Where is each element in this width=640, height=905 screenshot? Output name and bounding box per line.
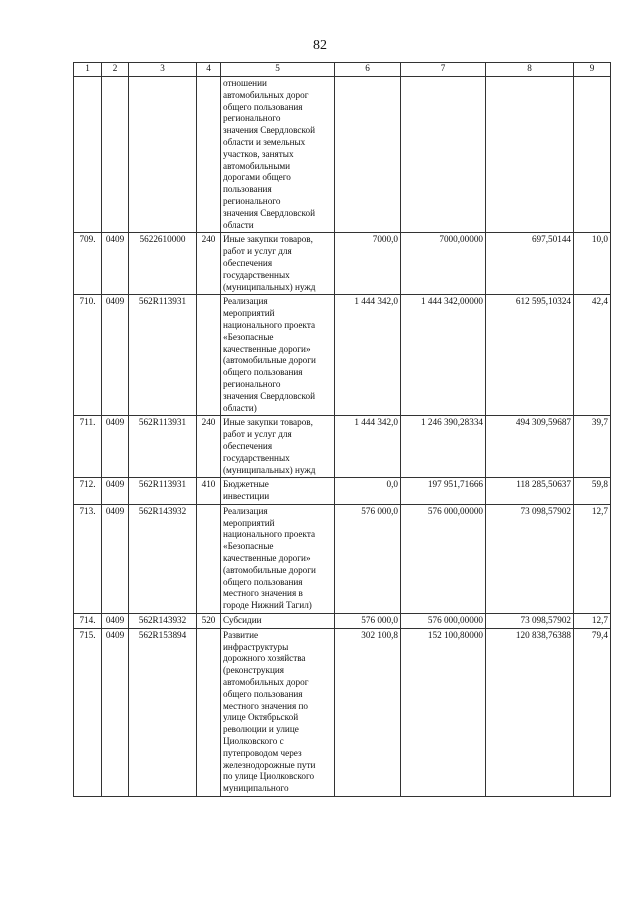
executed-amount: 612 595,10324: [486, 295, 574, 416]
percent-value: 42,4: [574, 295, 611, 416]
budget-amount: 7000,00000: [401, 233, 486, 295]
table-row: [74, 504, 611, 613]
section-code: 0409: [102, 478, 129, 505]
expense-type: 520: [197, 614, 221, 629]
percent-value: 79,4: [574, 628, 611, 796]
plan-amount: 1 444 342,0: [335, 295, 401, 416]
row-number: 709.: [74, 233, 102, 295]
target-code: 562R113931: [129, 295, 197, 416]
item-name: Развитие инфраструктуры дорожного хозяйства (реконструкция автомобильных дорог общего пользования местного значения по улице Октябрьской революции и улице Циолковского с путепроводом через железнодорожные пути по улице Циолковского муниципального: [221, 628, 335, 796]
expense-type: 410: [197, 478, 221, 505]
expense-type: [197, 504, 221, 613]
header-cell: 1: [74, 63, 102, 77]
percent-value: 10,0: [574, 233, 611, 295]
percent-value: 39,7: [574, 416, 611, 478]
table-row: [74, 478, 611, 505]
percent-value: 12,7: [574, 504, 611, 613]
row-number: 713.: [74, 504, 102, 613]
executed-amount: 120 838,76388: [486, 628, 574, 796]
table-row: [74, 233, 611, 295]
section-code: 0409: [102, 504, 129, 613]
item-name: Реализация мероприятий национального проекта «Безопасные качественные дороги» (автомобильные дороги общего пользования местного значения в городе Нижний Тагил): [221, 504, 335, 613]
item-name: Субсидии: [221, 614, 335, 629]
plan-amount: 7000,0: [335, 233, 401, 295]
row-number: 711.: [74, 416, 102, 478]
target-code: 562R153894: [129, 628, 197, 796]
section-code: 0409: [102, 416, 129, 478]
target-code: 562R143932: [129, 504, 197, 613]
item-name: Бюджетные инвестиции: [221, 478, 335, 505]
budget-amount: 197 951,71666: [401, 478, 486, 505]
table-row: [74, 77, 611, 233]
plan-amount: 302 100,8: [335, 628, 401, 796]
expense-type: 240: [197, 233, 221, 295]
section-code: 0409: [102, 233, 129, 295]
budget-amount: 576 000,00000: [401, 614, 486, 629]
executed-amount: 697,50144: [486, 233, 574, 295]
executed-amount: 494 309,59687: [486, 416, 574, 478]
row-number: 715.: [74, 628, 102, 796]
budget-amount: 1 246 390,28334: [401, 416, 486, 478]
section-code: 0409: [102, 295, 129, 416]
percent-value: 59,8: [574, 478, 611, 505]
plan-amount: 0,0: [335, 478, 401, 505]
plan-amount: 576 000,0: [335, 614, 401, 629]
item-name: Иные закупки товаров, работ и услуг для обеспечения государственных (муниципальных) нужд: [221, 233, 335, 295]
header-cell: 5: [221, 63, 335, 77]
row-number: 714.: [74, 614, 102, 629]
percent-value: [574, 77, 611, 233]
expense-type: [197, 628, 221, 796]
header-cell: 2: [102, 63, 129, 77]
executed-amount: [486, 77, 574, 233]
row-number: 710.: [74, 295, 102, 416]
header-cell: 3: [129, 63, 197, 77]
header-cell: 6: [335, 63, 401, 77]
budget-amount: 152 100,80000: [401, 628, 486, 796]
header-cell: 9: [574, 63, 611, 77]
plan-amount: 576 000,0: [335, 504, 401, 613]
header-cell: 4: [197, 63, 221, 77]
executed-amount: 118 285,50637: [486, 478, 574, 505]
expense-type: [197, 295, 221, 416]
plan-amount: [335, 77, 401, 233]
section-code: [102, 77, 129, 233]
percent-value: 12,7: [574, 614, 611, 629]
budget-table: [73, 62, 611, 797]
target-code: 562R113931: [129, 478, 197, 505]
header-cell: 7: [401, 63, 486, 77]
plan-amount: 1 444 342,0: [335, 416, 401, 478]
page-number: 82: [313, 38, 327, 53]
expense-type: 240: [197, 416, 221, 478]
row-number: [74, 77, 102, 233]
executed-amount: 73 098,57902: [486, 504, 574, 613]
table-row: [74, 295, 611, 416]
target-code: [129, 77, 197, 233]
budget-amount: 576 000,00000: [401, 504, 486, 613]
table-row: [74, 628, 611, 796]
target-code: 5622610000: [129, 233, 197, 295]
budget-amount: 1 444 342,00000: [401, 295, 486, 416]
executed-amount: 73 098,57902: [486, 614, 574, 629]
section-code: 0409: [102, 614, 129, 629]
item-name: Иные закупки товаров, работ и услуг для обеспечения государственных (муниципальных) нужд: [221, 416, 335, 478]
expense-type: [197, 77, 221, 233]
row-number: 712.: [74, 478, 102, 505]
target-code: 562R143932: [129, 614, 197, 629]
section-code: 0409: [102, 628, 129, 796]
target-code: 562R113931: [129, 416, 197, 478]
header-cell: 8: [486, 63, 574, 77]
item-name: отношении автомобильных дорог общего пользования регионального значения Свердловской области и земельных участков, занятых автомобильными дорогами общего пользования регионального значения Свердловской области: [221, 77, 335, 233]
table-row: [74, 614, 611, 629]
item-name: Реализация мероприятий национального проекта «Безопасные качественные дороги» (автомобильные дороги общего пользования регионального значения Свердловской области): [221, 295, 335, 416]
header-row: [74, 63, 611, 77]
table-row: [74, 416, 611, 478]
budget-amount: [401, 77, 486, 233]
